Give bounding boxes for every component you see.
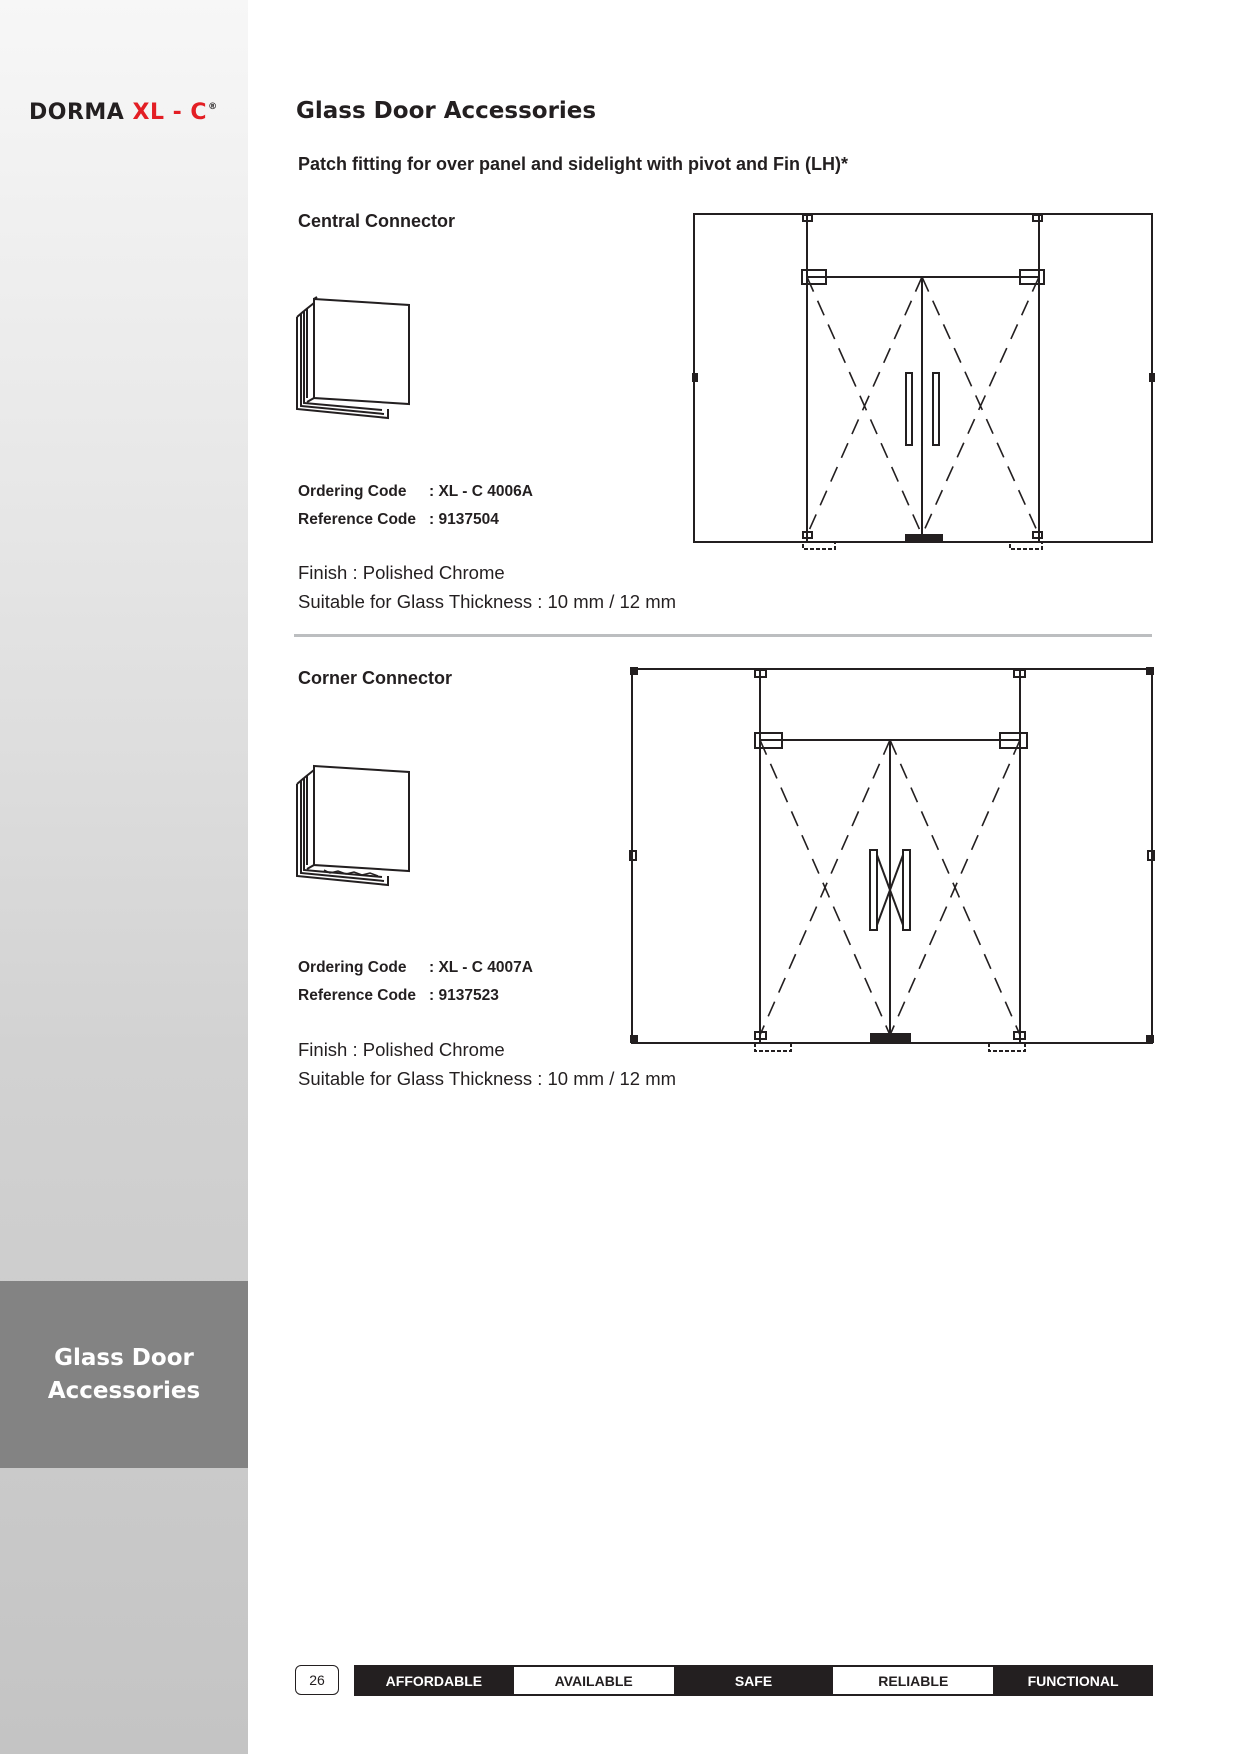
corner-connector-icon bbox=[294, 761, 414, 886]
section-title-central: Central Connector bbox=[298, 211, 456, 231]
sidebar bbox=[0, 0, 248, 1754]
corner-connector-door-diagram bbox=[628, 665, 1156, 1053]
page-title: Glass Door Accessories bbox=[296, 98, 597, 124]
footer bbox=[295, 1665, 1153, 1696]
ordering-code-label: Ordering Code bbox=[298, 959, 407, 976]
finish-text: Finish : Polished Chrome bbox=[298, 1039, 505, 1060]
ordering-code-value: : XL - C 4006A bbox=[429, 483, 533, 500]
corner-codes bbox=[298, 954, 533, 1010]
reference-code-label: Reference Code bbox=[298, 511, 417, 528]
reference-code-label: Reference Code bbox=[298, 987, 417, 1004]
page-subtitle: Patch fitting for over panel and sidelight with pivot and Fin (LH)* bbox=[298, 154, 849, 174]
ordering-code-label: Ordering Code bbox=[298, 483, 407, 500]
central-specs bbox=[298, 558, 676, 616]
reference-code-value: : 9137504 bbox=[429, 511, 499, 528]
reference-code-value: : 9137523 bbox=[429, 987, 499, 1004]
brand-logo: DORMA XL - C® bbox=[29, 100, 218, 125]
finish-text: Finish : Polished Chrome bbox=[298, 562, 505, 583]
central-codes bbox=[298, 478, 533, 534]
footer-tag: AVAILABLE bbox=[514, 1665, 674, 1696]
section-title-corner: Corner Connector bbox=[298, 668, 453, 688]
thickness-text: Suitable for Glass Thickness : 10 mm / 12 mm bbox=[298, 591, 677, 612]
thickness-text: Suitable for Glass Thickness : 10 mm / 12 mm bbox=[298, 1068, 677, 1089]
central-connector-door-diagram bbox=[690, 210, 1156, 548]
footer-tag: AFFORDABLE bbox=[354, 1665, 514, 1696]
footer-tag-bar bbox=[354, 1665, 1153, 1696]
footer-tag: RELIABLE bbox=[833, 1665, 993, 1696]
corner-specs bbox=[298, 1035, 676, 1093]
central-connector-icon bbox=[294, 294, 414, 419]
page-number: 26 bbox=[295, 1665, 339, 1695]
section-divider bbox=[294, 634, 1152, 637]
ordering-code-value: : XL - C 4007A bbox=[429, 959, 533, 976]
footer-tag: SAFE bbox=[674, 1665, 834, 1696]
sidebar-label-line1: Glass Door bbox=[54, 1344, 194, 1371]
sidebar-section-label bbox=[0, 1281, 248, 1468]
sidebar-label-line2: Accessories bbox=[47, 1377, 201, 1404]
footer-tag: FUNCTIONAL bbox=[993, 1665, 1153, 1696]
